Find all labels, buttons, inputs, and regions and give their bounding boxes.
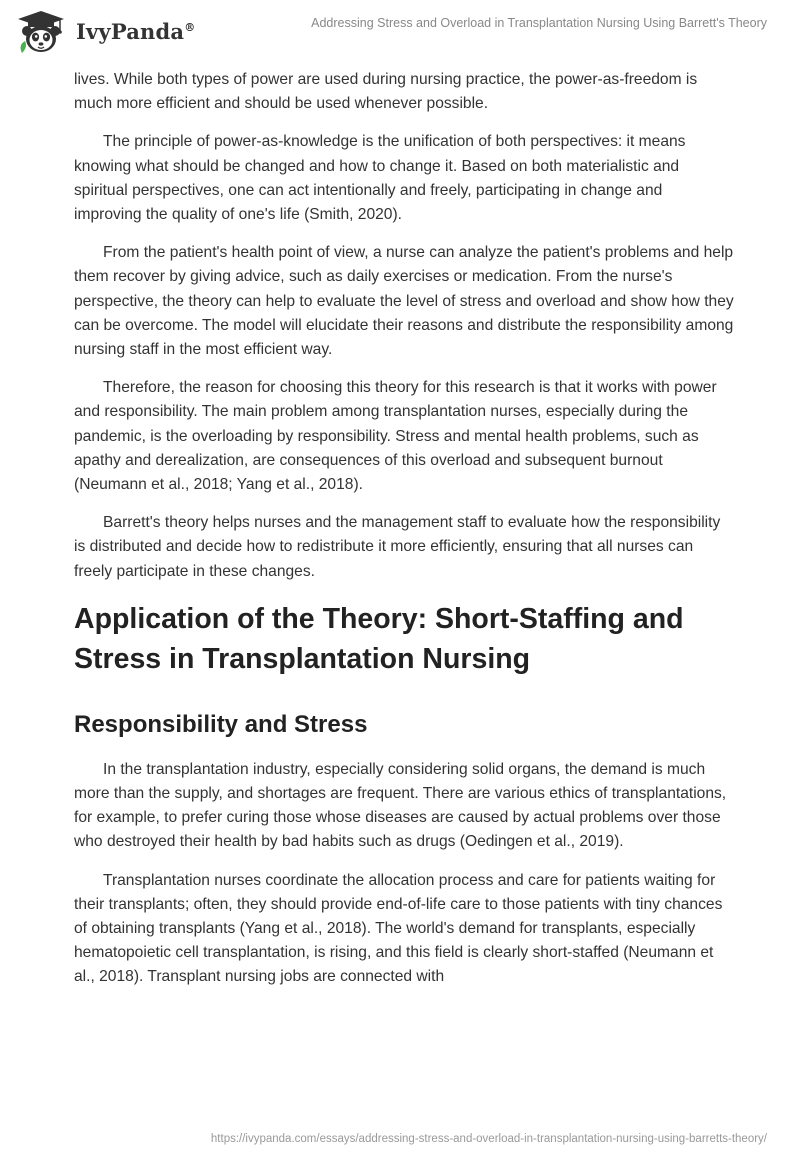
paragraph: Therefore, the reason for choosing this theory for this research is that it works with power and responsibility. The main problem among transplantation nurses, especially during the pandemic, is the overloading by responsibility. Stress and mental health problems, such as apathy and derealization, are consequences of this overload and subsequent burnout (Neumann et al., 2018; Yang et al., 2018).	[74, 379, 717, 494]
section-heading: Application of the Theory: Short-Staffing and Stress in Transplantation Nursing	[74, 602, 684, 675]
paragraph: lives. While both types of power are used during nursing practice, the power-as-freedom is much more efficient and should be used whenever possible.	[74, 71, 698, 113]
page-header	[0, 0, 800, 70]
paragraph: The principle of power-as-knowledge is the unification of both perspectives: it means knowing what should be changed and how to change it. Based on both materialistic and spiritual perspectives, one can act intentionally and freely, participating in change and improving the quality of one's life (Smith, 2020).	[74, 133, 686, 224]
paragraph: In the transplantation industry, especially considering solid organs, the demand is much more than the supply, and shortages are frequent. There are various ethics of transplantations, for example, to prefer curing those whose diseases are caused by actual problems over those who destroyed their health by bad habits such as drugs (Oedingen et al., 2019).	[74, 760, 727, 851]
paragraph: From the patient's health point of view, a nurse can analyze the patient's problems and help them recover by giving advice, such as daily exercises or medication. From the nurse's perspective, the theory can help to evaluate the level of stress and overload and show how they can be overcome. The model will elucidate their reasons and distribute the responsibility among nursing staff in the most efficient way.	[74, 244, 734, 359]
paragraph: Barrett's theory helps nurses and the management staff to evaluate how the responsibility is distributed and decide how to redistribute it more efficiently, ensuring that all nurses can freely participate in these changes.	[74, 514, 721, 580]
footer-source-url[interactable]: https://ivypanda.com/essays/addressing-stress-and-overload-in-transplantation-nursing-using-barretts-theory/	[210, 1133, 767, 1145]
essay-content	[74, 68, 734, 1004]
registered-mark: ®	[184, 21, 196, 34]
panda-logo-icon[interactable]	[16, 9, 66, 54]
subsection-heading: Responsibility and Stress	[74, 710, 368, 738]
brand-name[interactable]: IvyPanda®	[76, 19, 196, 44]
document-title: Addressing Stress and Overload in Transplantation Nursing Using Barrett's Theory	[311, 16, 767, 30]
paragraph: Transplantation nurses coordinate the allocation process and care for patients waiting for their transplants; often, they should provide end-of-life care to those patients with tiny chances of obtaining transplants (Yang et al., 2018). The world's demand for transplants, especially hematopoietic cell transplantation, is rising, and this field is clearly short-staffed (Neumann et al., 2018). Transplant nursing jobs are connected with	[74, 871, 723, 986]
